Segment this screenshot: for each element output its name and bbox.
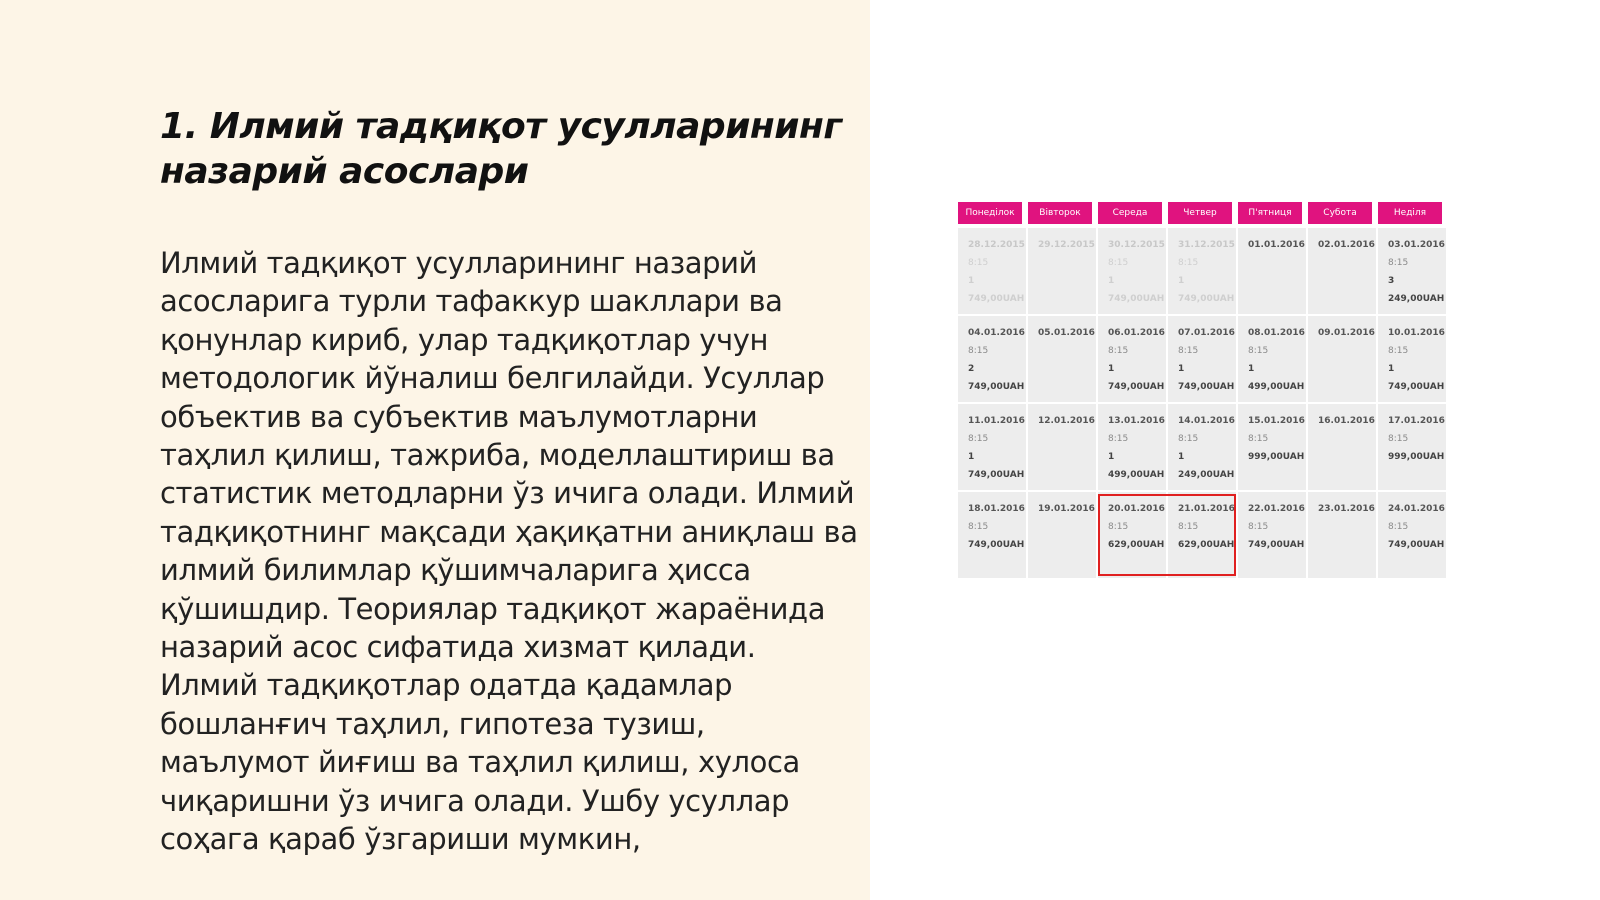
calendar-day-cell: [1378, 228, 1448, 316]
calendar-cell-price: 749,00UAH: [968, 540, 1025, 550]
calendar-day-name: Субота: [1308, 202, 1372, 224]
calendar-day-name: Неділя: [1378, 202, 1442, 224]
calendar-day-cell: [1098, 316, 1168, 404]
calendar-cell-price: 629,00UAH: [1178, 540, 1235, 550]
calendar-cell-date: 31.12.2015: [1178, 240, 1235, 250]
calendar-cell-date: 18.01.2016: [968, 504, 1025, 514]
calendar-cell-price: 629,00UAH: [1108, 540, 1165, 550]
calendar-cell-price: [1318, 272, 1376, 290]
calendar-cell-time: 8:15: [1108, 258, 1129, 268]
calendar-cell-date: 21.01.2016: [1178, 504, 1235, 514]
calendar-cell-date: 11.01.2016: [968, 416, 1025, 426]
calendar-cell-price: 1 499,00UAH: [1108, 452, 1165, 480]
calendar-cell-date: 22.01.2016: [1248, 504, 1305, 514]
calendar-day-name: Четвер: [1168, 202, 1232, 224]
calendar-day-cell: [1028, 316, 1098, 404]
calendar-day-cell: [1238, 228, 1308, 316]
calendar-day-cell: [1098, 228, 1168, 316]
calendar-cell-date: 24.01.2016: [1388, 504, 1445, 514]
calendar-cell-time: [1038, 518, 1096, 536]
calendar-cell-price: [1038, 448, 1096, 466]
calendar-cell-time: 8:15: [1178, 258, 1199, 268]
calendar-cell-price: [1318, 536, 1376, 554]
calendar-day-cell: [1378, 404, 1448, 492]
calendar-cell-price: [1038, 536, 1096, 554]
calendar-cell-price: 1 749,00UAH: [1178, 276, 1235, 304]
calendar-cell-time: [1248, 254, 1306, 272]
calendar-cell-time: 8:15: [968, 258, 989, 268]
calendar-cell-price: 999,00UAH: [1388, 452, 1445, 462]
calendar-cell-date: 23.01.2016: [1318, 504, 1375, 514]
calendar-day-cell: [1238, 404, 1308, 492]
calendar-day-cell: [1028, 404, 1098, 492]
slide-body-text: Илмий тадқиқот усулларининг назарий асосларига турли тафаккур шакллари ва қонунлар кириб, улар тадқиқотлар учун методологик йўналиш белгилайди. Усуллар объектив ва субъектив маълумотларни таҳлил қилиш, тажриба, моделлаштириш ва статистик методларни ўз ичига олади. Илмий тадқиқотнинг мақсади ҳақиқатни аниқлаш ва илмий билимлар қўшимчаларига ҳисса қўшишдир. Теориялар тадқиқот жараёнида назарий асос сифатида хизмат қилади. Илмий тадқиқотлар одатда қадамлар бошланғич таҳлил, гипотеза тузиш, маълумот йиғиш ва таҳлил қилиш, хулоса чиқаришни ўз ичига олади. Ушбу усуллар соҳага қараб ўзгариши мумкин,: [160, 246, 858, 857]
calendar-cell-date: 29.12.2015: [1038, 240, 1095, 250]
calendar-cell-time: [1318, 518, 1376, 536]
calendar-cell-time: 8:15: [1248, 434, 1269, 444]
calendar-day-cell: [1028, 228, 1098, 316]
calendar-day-cell: [1308, 404, 1378, 492]
calendar-day-cell: [1028, 492, 1098, 580]
calendar-cell-date: 28.12.2015: [968, 240, 1025, 250]
calendar-day-name: Середа: [1098, 202, 1162, 224]
calendar-cell-date: 04.01.2016: [968, 328, 1025, 338]
calendar-cell-date: 03.01.2016: [1388, 240, 1445, 250]
slide-title: 1. Илмий тадқиқот усулларининг назарий асослари: [160, 106, 842, 192]
calendar-cell-date: 13.01.2016: [1108, 416, 1165, 426]
calendar-day-cell: [1308, 492, 1378, 580]
highlight-box: [1098, 494, 1236, 576]
calendar-cell-time: [1038, 430, 1096, 448]
calendar-cell-price: 999,00UAH: [1248, 452, 1305, 462]
calendar-cell-price: 3 249,00UAH: [1388, 276, 1445, 304]
calendar-cell-date: 01.01.2016: [1248, 240, 1305, 250]
calendar-cell-price: 1 749,00UAH: [1388, 364, 1445, 392]
calendar-day-name: Понеділок: [958, 202, 1022, 224]
calendar-cell-time: 8:15: [1108, 522, 1129, 532]
calendar-day-cell: [958, 316, 1028, 404]
calendar-cell-price: 1 749,00UAH: [1108, 364, 1165, 392]
calendar-cell-time: [1318, 430, 1376, 448]
calendar-cell-time: 8:15: [1388, 522, 1409, 532]
calendar-cell-date: 07.01.2016: [1178, 328, 1235, 338]
calendar-cell-date: 14.01.2016: [1178, 416, 1235, 426]
calendar-cell-date: 10.01.2016: [1388, 328, 1445, 338]
calendar-cell-price: 1 249,00UAH: [1178, 452, 1235, 480]
calendar-day-cell: [958, 228, 1028, 316]
calendar-day-cell: [1168, 316, 1238, 404]
calendar-cell-time: [1038, 254, 1096, 272]
calendar-cell-time: 8:15: [1388, 346, 1409, 356]
calendar-cell-date: 05.01.2016: [1038, 328, 1095, 338]
calendar-cell-date: 20.01.2016: [1108, 504, 1165, 514]
calendar-cell-price: 1 749,00UAH: [1108, 276, 1165, 304]
calendar-cell-price: [1248, 272, 1306, 290]
calendar-cell-price: 2 749,00UAH: [968, 364, 1025, 392]
calendar-cell-time: [1038, 342, 1096, 360]
calendar-cell-price: 1 749,00UAH: [1178, 364, 1235, 392]
calendar-day-cell: [1168, 404, 1238, 492]
calendar-cell-time: [1318, 254, 1376, 272]
calendar-cell-price: 1 499,00UAH: [1248, 364, 1305, 392]
calendar-cell-price: [1318, 448, 1376, 466]
calendar-day-cell: [1378, 492, 1448, 580]
calendar-cell-time: 8:15: [1178, 346, 1199, 356]
calendar-week-row: [958, 228, 1448, 316]
calendar-cell-price: [1318, 360, 1376, 378]
calendar-cell-price: [1038, 360, 1096, 378]
calendar-cell-date: 30.12.2015: [1108, 240, 1165, 250]
calendar-week-row: [958, 316, 1448, 404]
calendar-day-cell: [1168, 228, 1238, 316]
calendar-cell-time: 8:15: [1108, 346, 1129, 356]
calendar-cell-date: 19.01.2016: [1038, 504, 1095, 514]
calendar-cell-date: 02.01.2016: [1318, 240, 1375, 250]
calendar-cell-price: 749,00UAH: [1248, 540, 1305, 550]
calendar-cell-time: 8:15: [968, 434, 989, 444]
calendar-day-cell: [1308, 228, 1378, 316]
calendar-day-cell: [958, 404, 1028, 492]
calendar-cell-date: 06.01.2016: [1108, 328, 1165, 338]
calendar-cell-price: 749,00UAH: [1388, 540, 1445, 550]
calendar-cell-date: 16.01.2016: [1318, 416, 1375, 426]
calendar-day-cell: [1238, 492, 1308, 580]
calendar-cell-date: 08.01.2016: [1248, 328, 1305, 338]
calendar-cell-time: 8:15: [1178, 522, 1199, 532]
calendar-cell-date: 12.01.2016: [1038, 416, 1095, 426]
calendar-cell-time: 8:15: [968, 346, 989, 356]
calendar-day-cell: [958, 492, 1028, 580]
calendar-cell-time: 8:15: [1178, 434, 1199, 444]
calendar-header-row: [958, 202, 1448, 224]
calendar-cell-time: 8:15: [968, 522, 989, 532]
calendar-day-name: Вівторок: [1028, 202, 1092, 224]
calendar-cell-price: 1 749,00UAH: [968, 452, 1025, 480]
calendar-day-cell: [1378, 316, 1448, 404]
calendar-cell-price: 1 749,00UAH: [968, 276, 1025, 304]
calendar-cell-time: 8:15: [1388, 258, 1409, 268]
calendar-image: [958, 202, 1448, 580]
calendar-cell-time: 8:15: [1108, 434, 1129, 444]
calendar-cell-date: 09.01.2016: [1318, 328, 1375, 338]
calendar-cell-time: 8:15: [1388, 434, 1409, 444]
calendar-day-cell: [1238, 316, 1308, 404]
calendar-week-row: [958, 404, 1448, 492]
calendar-cell-price: [1038, 272, 1096, 290]
calendar-cell-time: [1318, 342, 1376, 360]
calendar-cell-time: 8:15: [1248, 522, 1269, 532]
calendar-cell-date: 15.01.2016: [1248, 416, 1305, 426]
calendar-day-name: П'ятниця: [1238, 202, 1302, 224]
calendar-cell-time: 8:15: [1248, 346, 1269, 356]
calendar-day-cell: [1098, 404, 1168, 492]
calendar-day-cell: [1308, 316, 1378, 404]
calendar-cell-date: 17.01.2016: [1388, 416, 1445, 426]
